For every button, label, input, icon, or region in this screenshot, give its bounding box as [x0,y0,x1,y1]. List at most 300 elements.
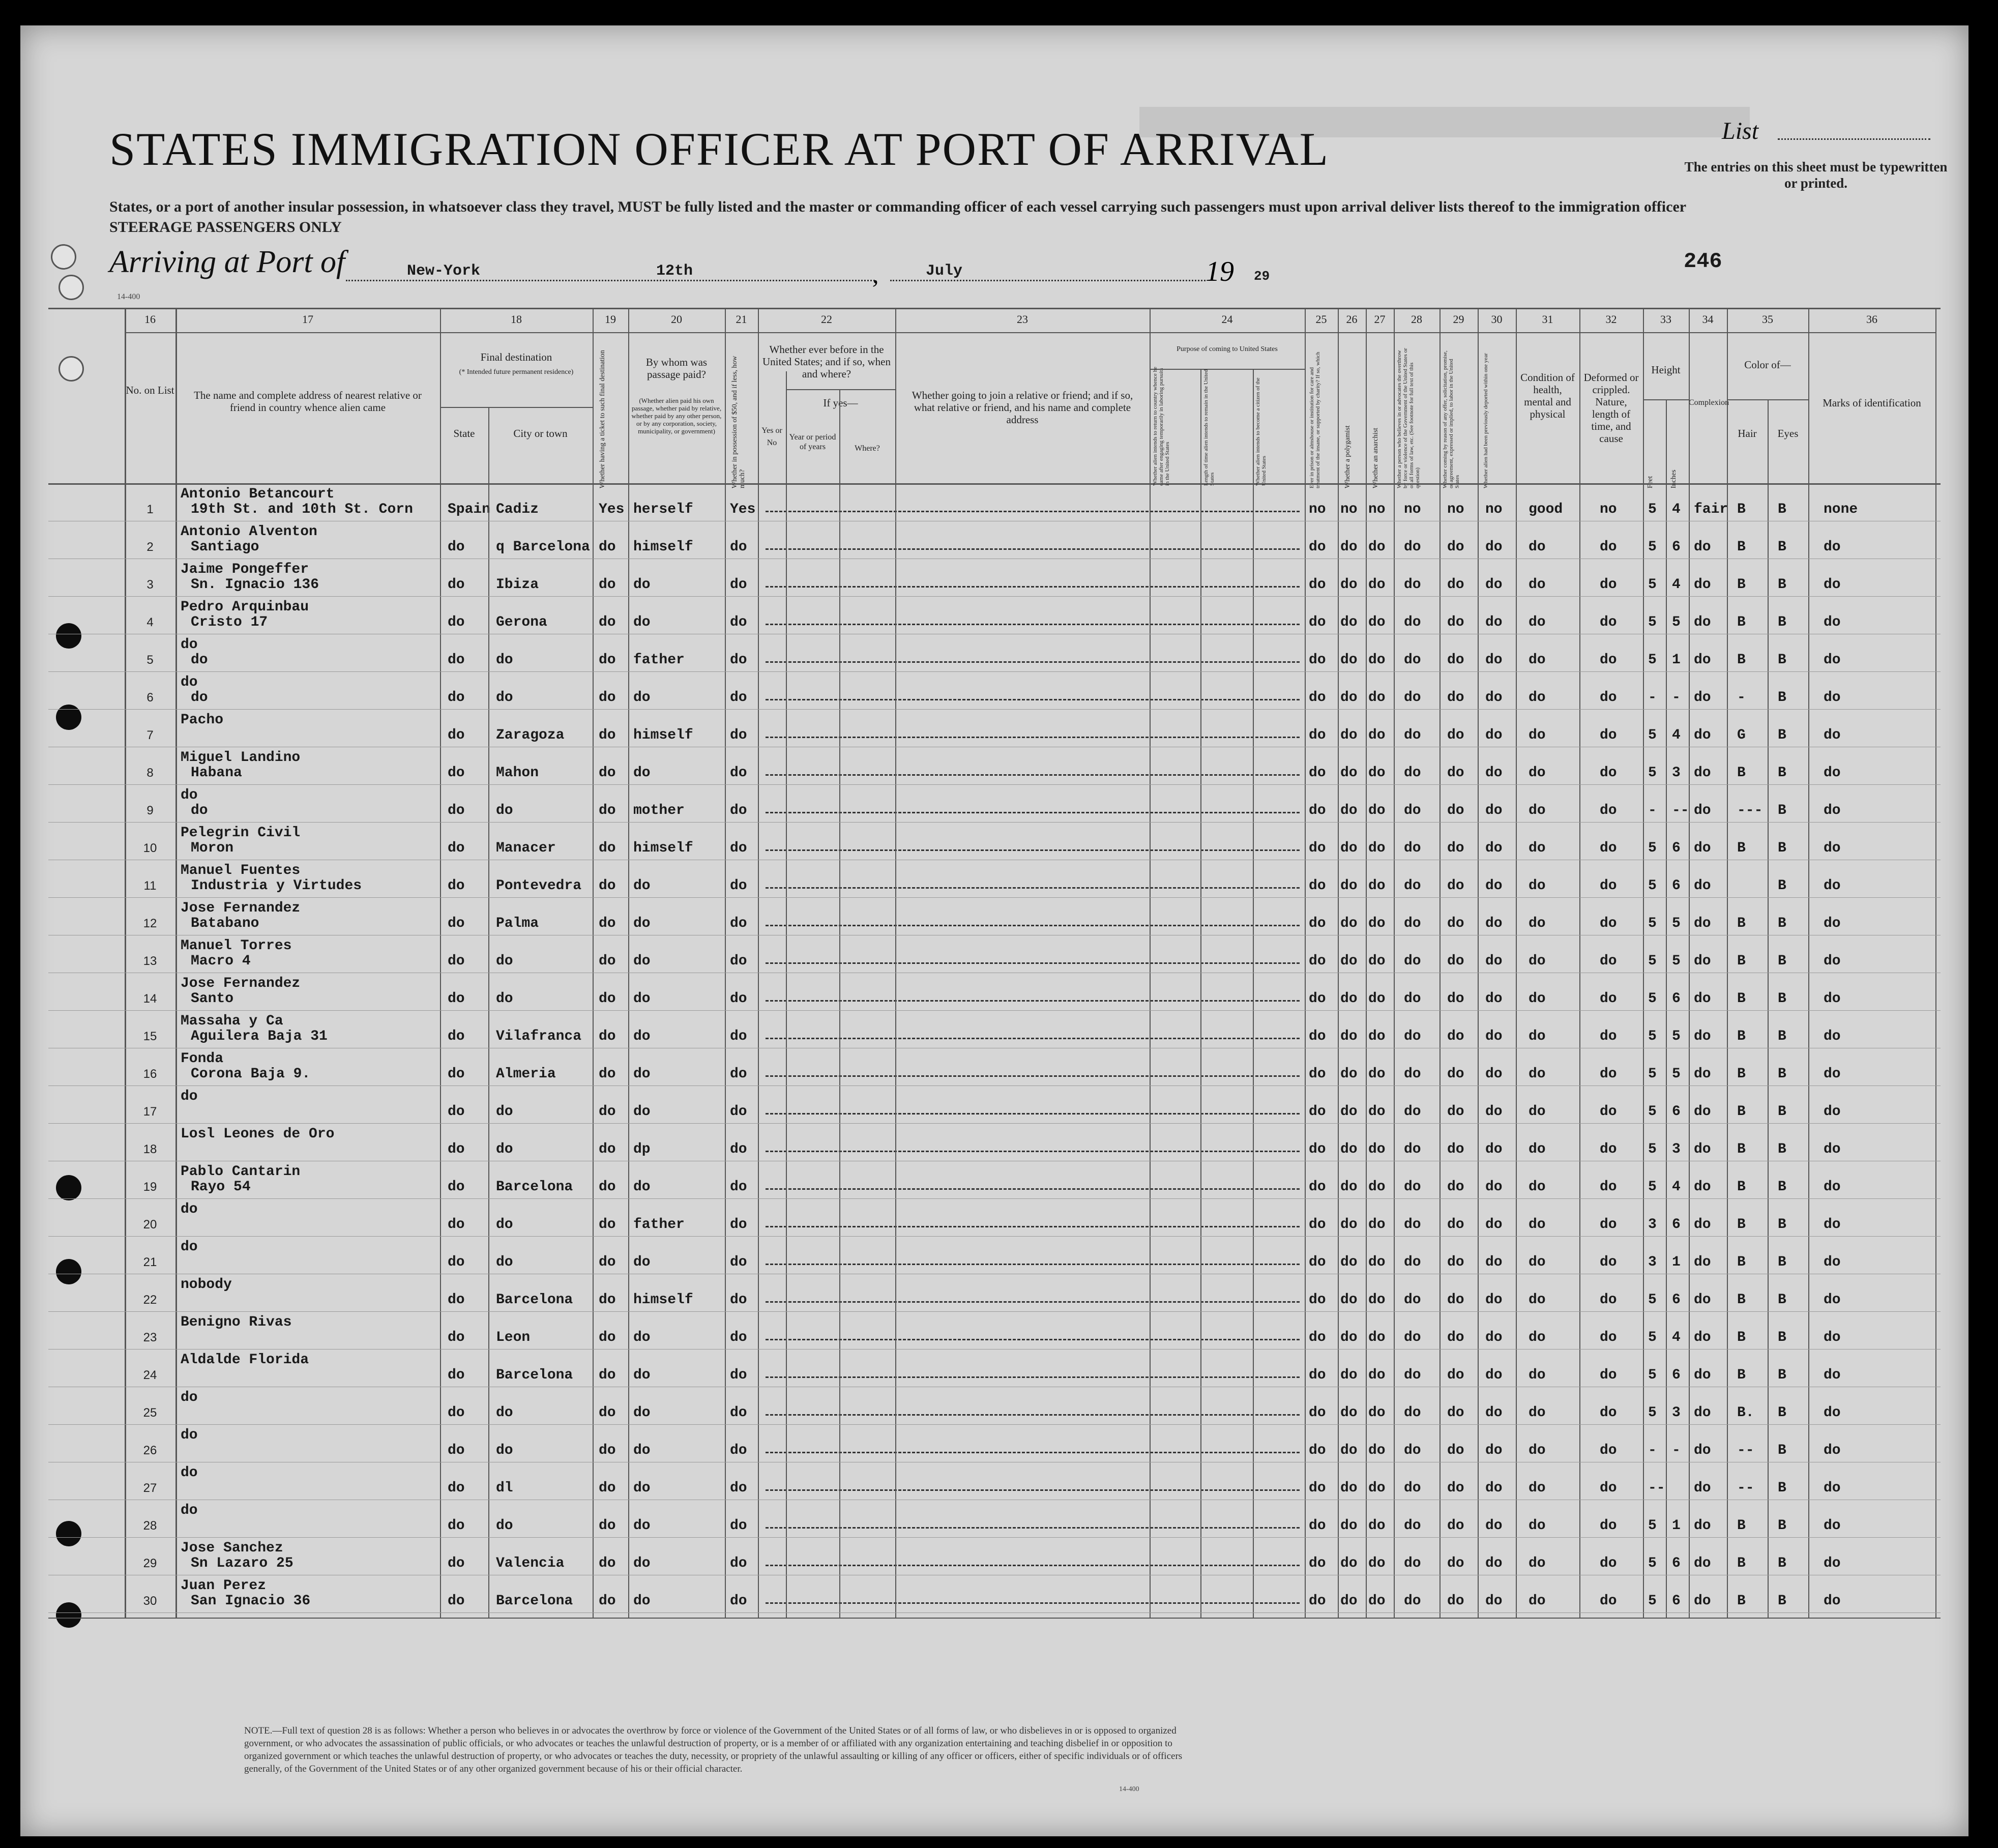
header-if-yes: If yes— [823,397,858,409]
row-number: 27 [143,1481,157,1495]
cell-q28: no [1404,502,1421,517]
cell-q26: do [1340,727,1358,743]
cell-q26: do [1340,1029,1358,1044]
cell-money: do [730,614,747,630]
cell-q27: do [1368,690,1386,706]
table-row [48,784,1941,822]
row-rule [48,1349,1941,1350]
dash-mark [766,586,1300,588]
cell-q27: do [1368,1480,1386,1496]
cell-q28: do [1404,727,1421,743]
passenger-relative-name: do [181,637,198,653]
grid-line [1808,308,1809,1618]
cell-health: do [1529,916,1546,931]
grid-line [1935,308,1936,1618]
table-row [48,596,1941,634]
cell-q26: do [1340,916,1358,931]
cell-complexion: do [1694,878,1711,894]
cell-q29: do [1447,1066,1464,1082]
cell-money: do [730,1254,747,1270]
passenger-relative-name: Manuel Torres [181,938,292,954]
passenger-relative-address: Corona Baja 9. [191,1066,311,1082]
dash-mark [766,1565,1300,1566]
cell-marks: do [1824,840,1841,856]
cell-deformed: do [1600,878,1617,894]
row-number: 7 [146,728,154,742]
cell-q30: do [1485,840,1503,856]
cell-state: do [448,1217,465,1233]
cell-eyes: B [1778,765,1786,781]
cell-q26: do [1340,539,1358,555]
header-anarchist: Whether an anarchist [1372,428,1379,488]
table-row [48,1048,1941,1086]
header-eyes: Eyes [1777,427,1799,439]
cell-ticket: do [599,1217,616,1233]
cell-marks: do [1824,1292,1841,1308]
header-health: Condition of health, mental and physical [1520,371,1575,420]
cell-marks: do [1824,1593,1841,1609]
passenger-relative-name: do [181,674,198,690]
cell-inches: 1 [1672,1518,1681,1534]
cell-q29: do [1447,1292,1464,1308]
cell-money: do [730,1104,747,1120]
cell-q25: do [1309,1254,1326,1270]
cell-money: do [730,1556,747,1571]
cell-q29: do [1447,1556,1464,1571]
cell-paid: do [633,1367,651,1383]
dash-mark [766,925,1300,926]
day-value: 12th [656,262,693,280]
cell-q30: no [1485,502,1503,517]
row-number: 12 [143,917,157,930]
cell-q25: do [1309,539,1326,555]
cell-feet: 5 [1648,1066,1657,1082]
cell-inches: 5 [1672,953,1681,969]
header-labor-offer: Whether coming by reason of any offer, solicitation, promise, or agreement, expressed or implied, to labor in the United States [1442,350,1460,488]
cell-q25: do [1309,878,1326,894]
cell-city: Leon [496,1330,531,1345]
cell-q28: do [1404,1254,1421,1270]
cell-complexion: do [1694,916,1711,931]
cell-q26: no [1340,502,1358,517]
cell-marks: do [1824,727,1841,743]
footnote: NOTE.—Full text of question 28 is as follows: Whether a person who believes in or advocates the overthrow by force or violence of the Government of the United States or of all forms of law, or who disbelieves in or is opposed to organized government, or who advocates the assassination of public officials, or who advocates or teaches the unlawful destruction of property, or is a member of or affiliated with any organization entertaining and teaching disbelief in or opposition to organized government or which teaches the unlawful destruction of property, or who advocates or teaches the duty, necessity, or propriety of the unlawful assaulting or killing of any officer or officers, either of specific individuals or of officers generally, of the Government of the United States or of any other organized government because of his or their official character. [244,1725,1183,1774]
cell-q27: do [1368,652,1386,668]
cell-health: do [1529,1480,1546,1496]
table-row [48,634,1941,671]
cell-hair: B [1737,991,1746,1007]
header-ticket: Whether having a ticket to such final destination [599,350,606,488]
cell-marks: do [1824,1330,1841,1345]
colnum-35: 35 [1762,313,1773,326]
cell-feet: 3 [1648,1254,1657,1270]
cell-q28: do [1404,1029,1421,1044]
passenger-relative-name: do [181,1465,198,1481]
header-purpose: Purpose of coming to United States [1177,345,1278,353]
cell-eyes: B [1778,577,1786,593]
cell-q29: do [1447,652,1464,668]
cell-deformed: do [1600,727,1617,743]
colnum-27: 27 [1374,313,1386,326]
cell-eyes: B [1778,991,1786,1007]
dash-mark [766,1264,1300,1265]
cell-hair: -- [1737,1480,1754,1496]
cell-health: good [1529,502,1563,517]
colnum-32: 32 [1605,313,1617,326]
cell-paid: do [633,765,651,781]
cell-q28: do [1404,953,1421,969]
colnum-36: 36 [1866,313,1877,326]
cell-hair: B [1737,539,1746,555]
table-row [48,1462,1941,1500]
cell-inches: 4 [1672,577,1681,593]
cell-q27: do [1368,840,1386,856]
cell-q30: do [1485,765,1503,781]
row-number: 6 [146,691,154,705]
cell-complexion: do [1694,1443,1711,1458]
cell-q29: do [1447,803,1464,818]
cell-marks: do [1824,652,1841,668]
passenger-relative-name: Aldalde Florida [181,1352,309,1368]
cell-marks: do [1824,1405,1841,1421]
cell-q26: do [1340,1254,1358,1270]
cell-q30: do [1485,1593,1503,1609]
cell-paid: father [633,1217,685,1233]
cell-money: do [730,652,747,668]
cell-state: do [448,916,465,931]
cell-state: do [448,1141,465,1157]
cell-q29: do [1447,840,1464,856]
passenger-relative-address: do [191,652,208,668]
passenger-relative-name: Antonio Betancourt [181,486,335,502]
cell-complexion: do [1694,1141,1711,1157]
cell-health: do [1529,1593,1546,1609]
header-complexion: Complexion [1689,398,1729,407]
dash-mark [766,812,1300,813]
passenger-relative-name: Juan Perez [181,1578,267,1594]
grid-line [440,308,441,1618]
header-ever-before-us: Whether ever before in the United States; and if so, when and where? [762,343,891,380]
cell-complexion: do [1694,1254,1711,1270]
cell-city: Barcelona [496,1593,573,1609]
cell-complexion: do [1694,1593,1711,1609]
cell-complexion: do [1694,1367,1711,1383]
cell-feet: 5 [1648,991,1657,1007]
cell-ticket: do [599,1443,616,1458]
row-number: 8 [146,766,154,780]
cell-ticket: Yes [599,502,625,517]
cell-feet: 5 [1648,1518,1657,1534]
cell-inches: 1 [1672,652,1681,668]
cell-q28: do [1404,803,1421,818]
cell-ticket: do [599,953,616,969]
cell-complexion: do [1694,1556,1711,1571]
cell-eyes: B [1778,1518,1786,1534]
cell-ticket: do [599,1104,616,1120]
cell-q27: do [1368,1405,1386,1421]
cell-q30: do [1485,1029,1503,1044]
cell-feet: 5 [1648,1593,1657,1609]
cell-money: Yes [730,502,756,517]
cell-q26: do [1340,1330,1358,1345]
colnum-19: 19 [605,313,616,326]
cell-marks: do [1824,803,1841,818]
table-row [48,483,1941,521]
manifest-table [48,308,1941,1630]
cell-q29: do [1447,1254,1464,1270]
cell-ticket: do [599,1405,616,1421]
dash-mark [766,887,1300,889]
cell-city: do [496,1405,513,1421]
cell-q30: do [1485,1367,1503,1383]
cell-hair: B [1737,1179,1746,1195]
header-overthrow: Whether a person who believes in or advocates the overthrow by force or violence of the Government of the United States or of all forms of law, etc. (See footnote for full text of this question) [1396,348,1421,488]
cell-marks: do [1824,614,1841,630]
cell-q26: do [1340,1179,1358,1195]
cell-inches: 5 [1672,614,1681,630]
cell-hair: B [1737,1217,1746,1233]
cell-health: do [1529,1367,1546,1383]
cell-marks: do [1824,765,1841,781]
cell-marks: do [1824,1367,1841,1383]
passenger-relative-name: Jose Sanchez [181,1540,283,1556]
table-row [48,1424,1941,1462]
cell-state: do [448,1179,465,1195]
cell-q27: do [1368,577,1386,593]
dash-mark [766,1301,1300,1303]
cell-city: Barcelona [496,1179,573,1195]
cell-money: do [730,803,747,818]
cell-deformed: do [1600,953,1617,969]
table-row [48,559,1941,596]
cell-complexion: do [1694,803,1711,818]
year-prefix: 19 [1206,256,1234,287]
cell-paid: do [633,991,651,1007]
cell-city: Vilafranca [496,1029,582,1044]
header-yes-no: Yes or No [761,426,782,447]
cell-inches: 5 [1672,1066,1681,1082]
cell-feet: -- [1648,1480,1665,1496]
grid-line [1516,308,1517,1618]
cell-health: do [1529,652,1546,668]
cell-health: do [1529,1330,1546,1345]
row-number: 13 [143,954,157,968]
cell-q30: do [1485,690,1503,706]
cell-complexion: do [1694,727,1711,743]
cell-feet: 5 [1648,577,1657,593]
cell-eyes: B [1778,1254,1786,1270]
cell-state: do [448,577,465,593]
cell-state: do [448,803,465,818]
cell-q28: do [1404,1367,1421,1383]
cell-deformed: do [1600,652,1617,668]
cell-health: do [1529,1141,1546,1157]
cell-q30: do [1485,1217,1503,1233]
cell-q28: do [1404,1556,1421,1571]
cell-q29: do [1447,614,1464,630]
header-final-destination: Final destination [480,351,552,363]
cell-q29: do [1447,727,1464,743]
cell-q26: do [1340,1480,1358,1496]
cell-health: do [1529,803,1546,818]
cell-q27: do [1368,1141,1386,1157]
row-number: 17 [143,1105,157,1119]
cell-hair: B [1737,840,1746,856]
cell-feet: 5 [1648,1292,1657,1308]
cell-state: do [448,840,465,856]
cell-q29: do [1447,991,1464,1007]
cell-complexion: do [1694,765,1711,781]
cell-city: Almeria [496,1066,556,1082]
cell-state: do [448,1367,465,1383]
cell-q28: do [1404,1593,1421,1609]
cell-inches: 5 [1672,1029,1681,1044]
passenger-relative-name: do [181,1201,198,1217]
cell-eyes: B [1778,539,1786,555]
dash-mark [766,624,1300,625]
cell-eyes: B [1778,1141,1786,1157]
cell-deformed: do [1600,1254,1617,1270]
cell-feet: 5 [1648,765,1657,781]
cell-health: do [1529,1556,1546,1571]
row-number: 22 [143,1293,157,1307]
subtitle-steerage: STEERAGE PASSENGERS ONLY [109,219,342,236]
cell-complexion: do [1694,1029,1711,1044]
row-rule [48,1537,1941,1538]
cell-q26: do [1340,577,1358,593]
passenger-relative-name: do [181,1239,198,1255]
cell-money: do [730,916,747,931]
cell-q25: do [1309,1141,1326,1157]
cell-paid: do [633,1405,651,1421]
cell-feet: 5 [1648,652,1657,668]
cell-money: do [730,727,747,743]
passenger-relative-name: do [181,1390,198,1405]
binder-hole [58,275,84,300]
dash-mark [766,1226,1300,1227]
grid-line [1666,399,1667,1618]
cell-health: do [1529,1029,1546,1044]
cell-money: do [730,690,747,706]
dash-mark [766,1000,1300,1002]
cell-marks: do [1824,1443,1841,1458]
colnum-28: 28 [1411,313,1422,326]
table-row [48,1198,1941,1236]
cell-ticket: do [599,991,616,1007]
dash-mark [766,1113,1300,1114]
cell-q26: do [1340,1443,1358,1458]
cell-ticket: do [599,1254,616,1270]
cell-q28: do [1404,1141,1421,1157]
port-line [346,280,875,281]
table-row [48,860,1941,897]
cell-money: do [730,1405,747,1421]
cell-q27: do [1368,1292,1386,1308]
cell-q30: do [1485,614,1503,630]
cell-q25: do [1309,690,1326,706]
cell-money: do [730,1179,747,1195]
cell-inches: 3 [1672,1141,1681,1157]
table-row [48,709,1941,747]
cell-money: do [730,1217,747,1233]
cell-q29: do [1447,1480,1464,1496]
colnum-25: 25 [1315,313,1327,326]
cell-q29: do [1447,878,1464,894]
cell-inches: 4 [1672,1330,1681,1345]
row-number: 25 [143,1406,157,1420]
cell-ticket: do [599,878,616,894]
cell-q28: do [1404,690,1421,706]
cell-paid: himself [633,539,693,555]
colnum-17: 17 [302,313,313,326]
form-code: 14-400 [117,292,140,301]
cell-q27: do [1368,991,1386,1007]
grid-line [1253,369,1254,1618]
cell-q29: do [1447,1518,1464,1534]
page-number: 246 [1684,249,1722,274]
row-number: 18 [143,1142,157,1156]
cell-deformed: do [1600,1518,1617,1534]
cell-inches: 3 [1672,1405,1681,1421]
cell-ticket: do [599,916,616,931]
cell-hair: B [1737,1556,1746,1571]
cell-q28: do [1404,1066,1421,1082]
cell-q28: do [1404,577,1421,593]
row-rule [48,784,1941,785]
passenger-relative-address: Industria y Virtudes [191,878,362,894]
cell-q27: do [1368,1217,1386,1233]
cell-feet: 5 [1648,1029,1657,1044]
cell-feet: 5 [1648,1367,1657,1383]
cell-q25: do [1309,991,1326,1007]
cell-hair: B [1737,1593,1746,1609]
cell-feet: 5 [1648,1330,1657,1345]
passenger-relative-name: do [181,1503,198,1518]
row-rule [48,1424,1941,1425]
grid-line [125,308,126,1618]
cell-eyes: B [1778,1066,1786,1082]
cell-health: do [1529,1179,1546,1195]
cell-q25: do [1309,1518,1326,1534]
cell-health: do [1529,690,1546,706]
cell-health: do [1529,1518,1546,1534]
cell-ticket: do [599,1480,616,1496]
cell-q27: do [1368,1518,1386,1534]
dash-mark [766,849,1300,851]
cell-feet: 5 [1648,727,1657,743]
cell-q28: do [1404,1405,1421,1421]
dash-mark [766,1452,1300,1453]
passenger-relative-address: do [191,690,208,706]
passenger-relative-name: Miguel Landino [181,750,301,766]
cell-q27: do [1368,1066,1386,1082]
cell-q27: do [1368,1254,1386,1270]
binder-hole [51,244,76,270]
cell-inches: 3 [1672,765,1681,781]
cell-paid: do [633,1593,651,1609]
cell-marks: do [1824,1217,1841,1233]
cell-eyes: B [1778,1104,1786,1120]
cell-inches: - [1672,690,1681,706]
cell-inches: 6 [1672,1104,1681,1120]
cell-q25: do [1309,1330,1326,1345]
cell-eyes: B [1778,916,1786,931]
cell-state: do [448,1330,465,1345]
cell-city: Barcelona [496,1292,573,1308]
cell-state: do [448,1405,465,1421]
cell-q27: do [1368,539,1386,555]
row-rule [48,822,1941,823]
